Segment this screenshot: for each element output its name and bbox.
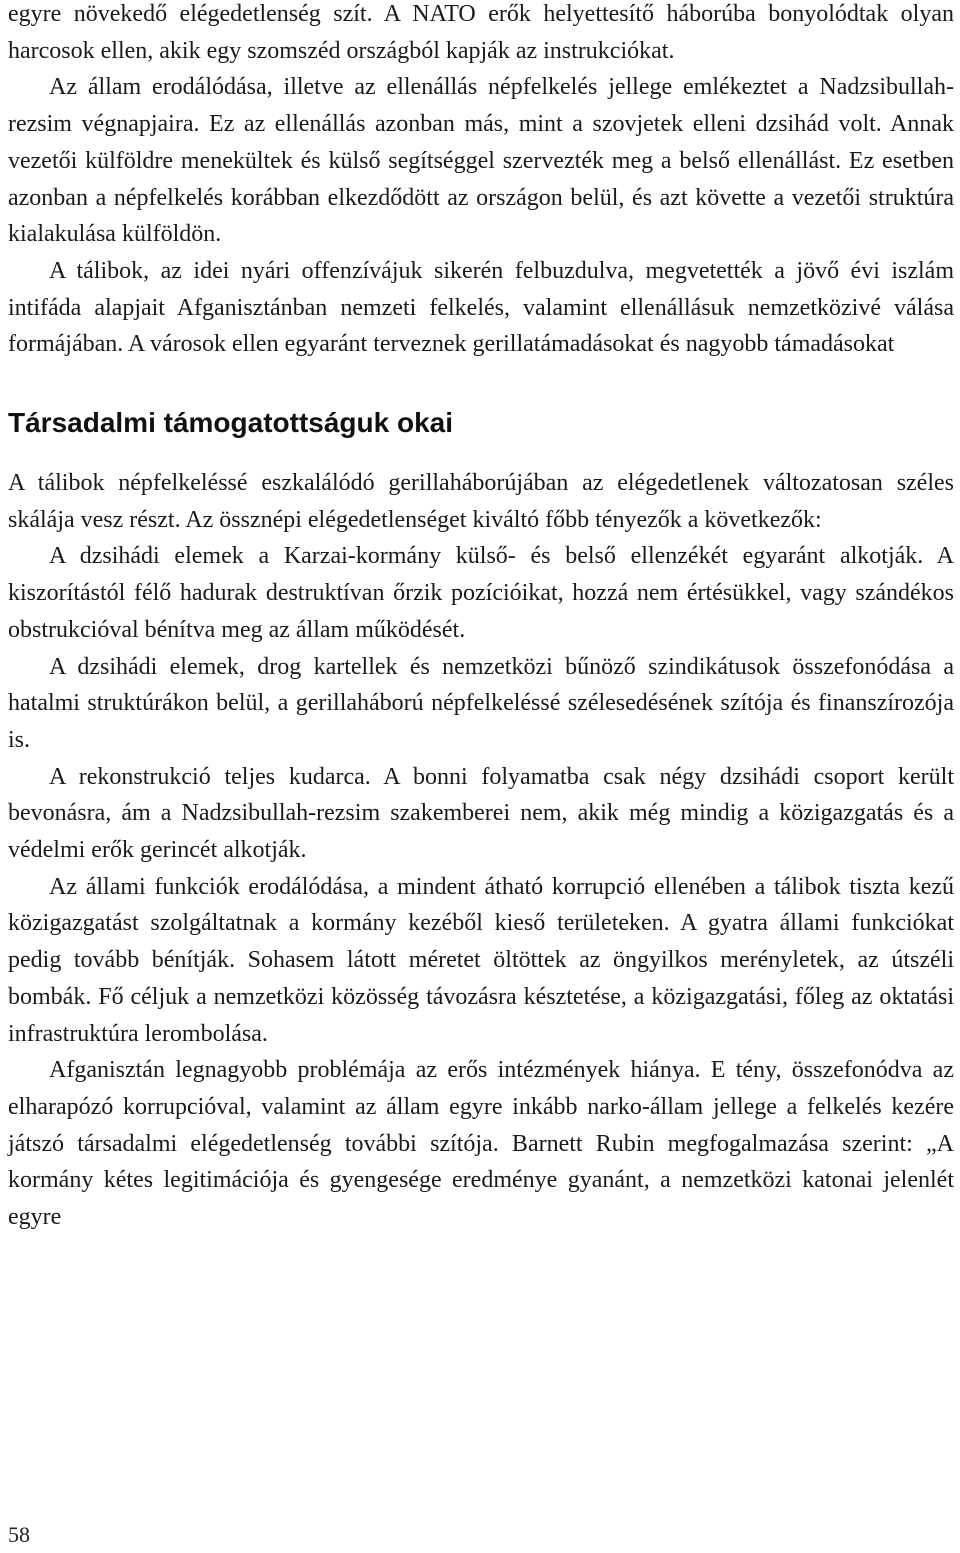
paragraph-state-erosion: Az állam erodálódása, illetve az ellenállás népfelkelés jellege emlékeztet a Nadzsibullah-rezsim végnapjaira. Ez az ellenállás azonban más, mint a szovjetek elleni dzsihád volt. Annak vezetői külföldre menekültek és külső segítséggel szervezték meg a belső ellenállást. Ez esetben azonban a népfelkelés korábban elkezdődött az országon belül, és azt követte a vezetői struktúra kialakulása külföldön. <box>8 74 954 248</box>
paragraph-continuation: egyre növekedő elégedetlenség szít. A NATO erők helyettesítő háborúba bonyolódtak olyan harcosok ellen, akik egy szomszéd országból kapják az instrukciókat. <box>8 1 954 64</box>
paragraph-drug-cartels: A dzsihádi elemek, drog kartellek és nemzetközi bűnöző szindikátusok összefonódása a hatalmi struktúrákon belül, a gerillaháború népfelkeléssé szélesedésének szítója és finanszírozója is. <box>8 653 954 753</box>
section-heading: Társadalmi támogatottságuk okai <box>8 407 454 439</box>
paragraph-taliban-offensive: A tálibok, az idei nyári offenzívájuk sikerén felbuzdulva, megvetették a jövő évi iszlám intifáda alapjait Afganisztánban nemzeti felkelés, valamint ellenállásuk nemzetközivé válása formájában. A városok ellen egyaránt terveznek gerillatámadásokat és nagyobb támadásokat <box>8 257 954 358</box>
page-number: 58 <box>8 1522 30 1547</box>
paragraph-reconstruction: A rekonstrukció teljes kudarca. A bonni folyamatba csak négy dzsihádi csoport került bevonásra, ám a Nadzsibullah-rezsim szakemberei nem, akik még mindig a közigazgatás és a védelmi erők gerincét alkotják. <box>8 763 954 864</box>
paragraph-state-functions: Az állami funkciók erodálódása, a mindent átható korrupció ellenében a tálibok tiszta kezű közigazgatást szolgáltatnak a kormány kezéből kieső területeken. A gyatra állami funkciókat pedig tovább bénítják. Sohasem látott méretet öltöttek az öngyilkos merényletek, az útszéli bombák. Fő céljuk a nemzetközi közösség távozásra késztetése, a közigazgatási, főleg az oktatási infrastruktúra lerombolása. <box>8 873 954 1047</box>
document-page <box>8 0 954 1236</box>
paragraph-institutions: Afganisztán legnagyobb problémája az erős intézmények hiánya. E tény, összefonódva az elharapózó korrupcióval, valamint az állam egyre inkább narko-állam jellege a felkelés kezére játszó társadalmi elégedetlenség további szítója. Barnett Rubin megfogalmazása szerint: „A kormány kétes legitimációja és gyengesége eredménye gyanánt, a nemzetközi katonai jelenlét egyre <box>8 1057 954 1231</box>
paragraph-jihadi-elements: A dzsihádi elemek a Karzai-kormány külső- és belső ellenzékét egyaránt alkotják. A kiszorítástól félő hadurak destruktívan őrzik pozícióikat, hozzá nem értésükkel, vagy szándékos obstrukcióval bénítva meg az állam működését. <box>8 543 954 643</box>
paragraph-section-intro: A tálibok népfelkeléssé eszkalálódó gerillaháborújában az elégedetlenek változatosan széles skálája vesz részt. Az össznépi elégedetlenséget kiváltó főbb tényezők a következők: <box>8 470 954 533</box>
